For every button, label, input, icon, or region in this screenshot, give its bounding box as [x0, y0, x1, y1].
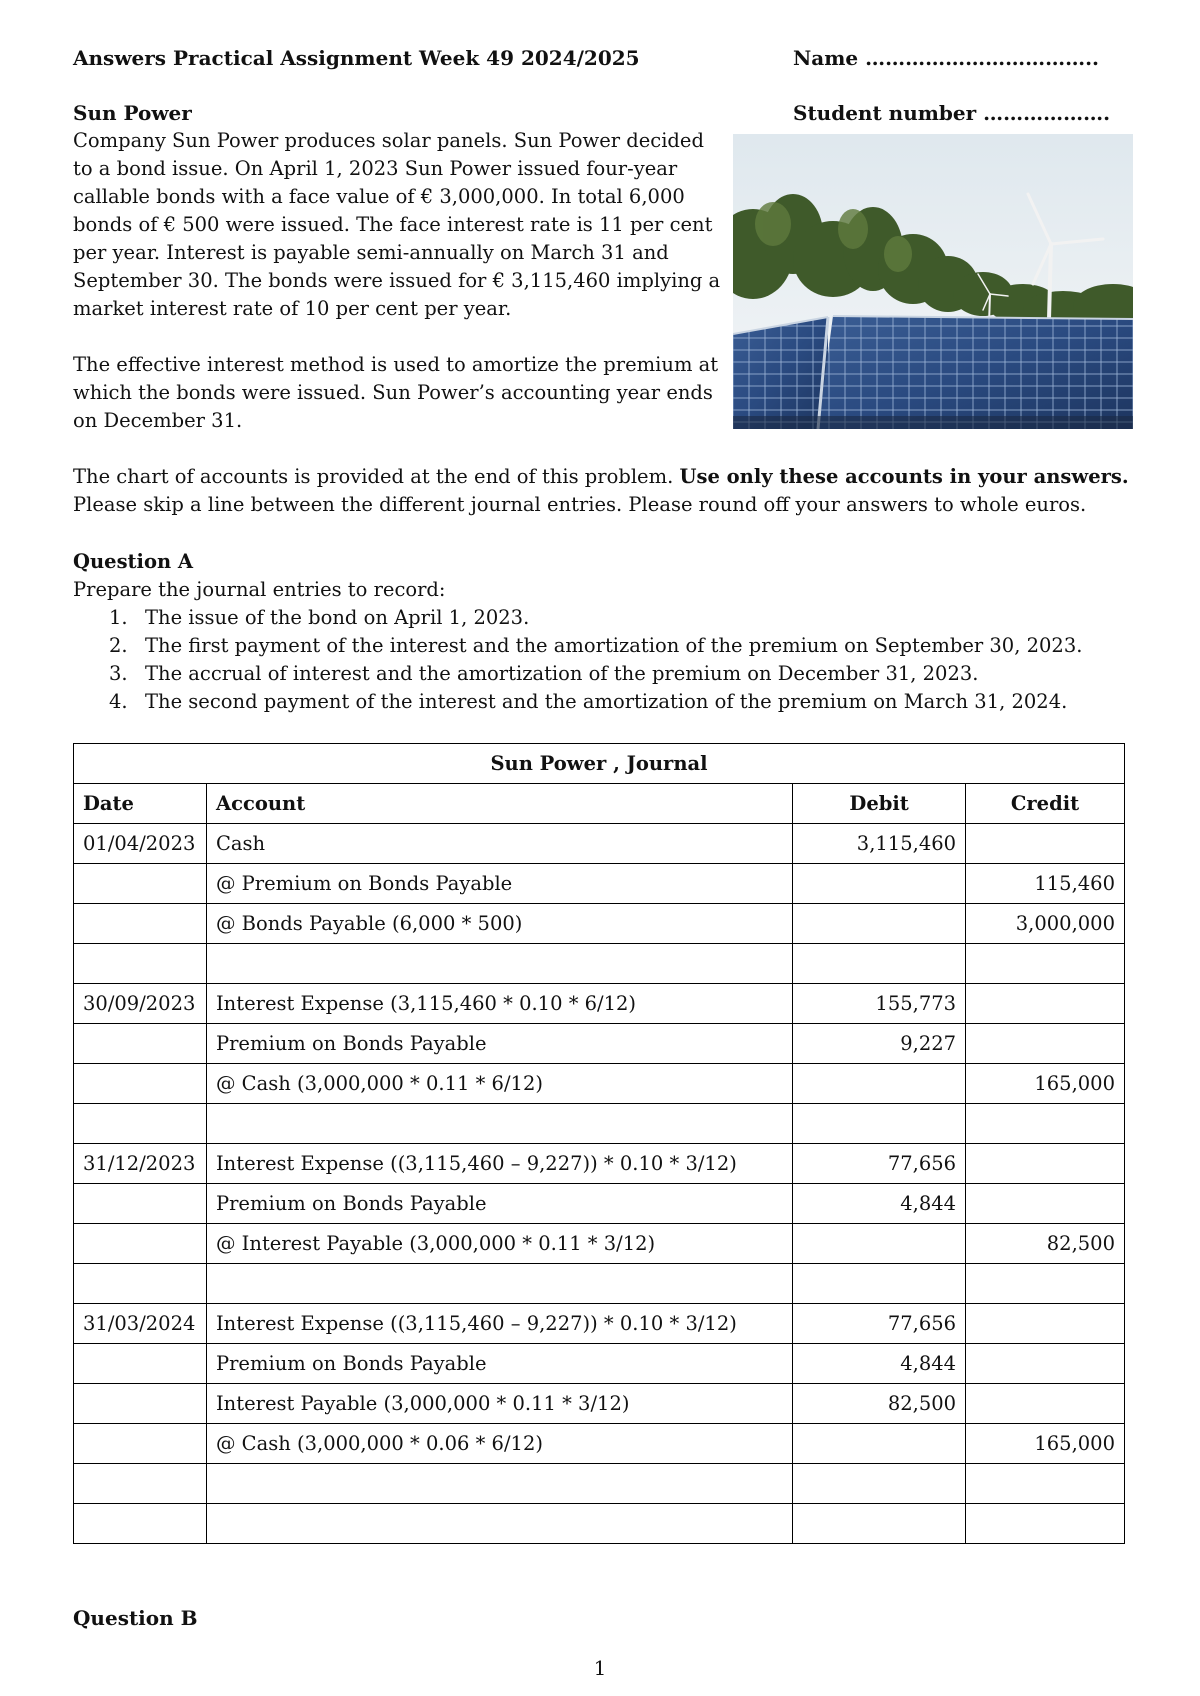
- list-item: [73, 660, 1082, 688]
- journal-cell-debit: [793, 1504, 966, 1544]
- column-header-debit: Debit: [793, 784, 966, 824]
- table-row: [74, 1344, 1125, 1384]
- table-row: [74, 944, 1125, 984]
- journal-cell-date: [74, 1424, 207, 1464]
- intro-paragraph-3-start: The chart of accounts is provided at the end of this problem.: [73, 465, 680, 488]
- journal-cell-debit: [793, 864, 966, 904]
- intro-paragraph-3-end: Please skip a line between the different journal entries. Please round off your answers to whole euros.: [73, 493, 1087, 516]
- journal-cell-debit: [793, 944, 966, 984]
- journal-cell-credit: 165,000: [966, 1064, 1125, 1104]
- journal-cell-account: @ Bonds Payable (6,000 * 500): [206, 904, 792, 944]
- journal-cell-credit: [966, 1144, 1125, 1184]
- table-row: [74, 984, 1125, 1024]
- journal-cell-date: [74, 1184, 207, 1224]
- journal-cell-debit: 9,227: [793, 1024, 966, 1064]
- question-a-heading: Question A: [73, 550, 194, 573]
- journal-cell-credit: [966, 1264, 1125, 1304]
- journal-cell-account: @ Premium on Bonds Payable: [206, 864, 792, 904]
- table-row: [74, 1024, 1125, 1064]
- journal-cell-date: 01/04/2023: [74, 824, 207, 864]
- solar-panels-image: [733, 134, 1133, 429]
- column-header-account: Account: [206, 784, 792, 824]
- journal-cell-date: [74, 944, 207, 984]
- company-heading: Sun Power: [73, 101, 192, 125]
- list-item-number: 1.: [109, 606, 128, 629]
- intro-paragraph-3-bold: Use only these accounts in your answers.: [679, 465, 1129, 488]
- journal-cell-account: [206, 1504, 792, 1544]
- journal-cell-debit: [793, 1424, 966, 1464]
- journal-cell-account: Interest Expense (3,115,460 * 0.10 * 6/12): [206, 984, 792, 1024]
- journal-cell-account: Premium on Bonds Payable: [206, 1344, 792, 1384]
- journal-cell-credit: [966, 1024, 1125, 1064]
- table-row: [74, 864, 1125, 904]
- journal-cell-account: [206, 1104, 792, 1144]
- journal-cell-account: Premium on Bonds Payable: [206, 1024, 792, 1064]
- journal-cell-credit: [966, 1504, 1125, 1544]
- table-row: [74, 1224, 1125, 1264]
- journal-body: [74, 824, 1125, 1544]
- journal-cell-account: Interest Payable (3,000,000 * 0.11 * 3/12): [206, 1384, 792, 1424]
- journal-cell-date: [74, 1064, 207, 1104]
- journal-cell-date: [74, 1504, 207, 1544]
- list-item-text: The issue of the bond on April 1, 2023.: [145, 606, 530, 629]
- table-row: [74, 1184, 1125, 1224]
- journal-cell-credit: 3,000,000: [966, 904, 1125, 944]
- journal-table: [73, 743, 1125, 1544]
- table-row: [74, 1104, 1125, 1144]
- journal-cell-account: Interest Expense ((3,115,460 – 9,227)) * 0.10 * 3/12): [206, 1144, 792, 1184]
- journal-cell-debit: [793, 1264, 966, 1304]
- journal-cell-credit: [966, 1184, 1125, 1224]
- journal-cell-account: [206, 1264, 792, 1304]
- journal-cell-date: [74, 864, 207, 904]
- journal-cell-credit: [966, 1464, 1125, 1504]
- journal-cell-debit: 82,500: [793, 1384, 966, 1424]
- journal-title: Sun Power , Journal: [74, 744, 1125, 784]
- table-row: [74, 1384, 1125, 1424]
- journal-cell-date: [74, 1104, 207, 1144]
- journal-cell-credit: [966, 1104, 1125, 1144]
- journal-cell-debit: 155,773: [793, 984, 966, 1024]
- journal-cell-debit: [793, 1224, 966, 1264]
- column-header-credit: Credit: [966, 784, 1125, 824]
- table-row: [74, 1424, 1125, 1464]
- journal-cell-debit: [793, 1464, 966, 1504]
- journal-cell-account: Premium on Bonds Payable: [206, 1184, 792, 1224]
- list-item: [73, 688, 1082, 716]
- journal-cell-debit: 77,656: [793, 1144, 966, 1184]
- table-row: [74, 1464, 1125, 1504]
- journal-cell-credit: [966, 1304, 1125, 1344]
- journal-cell-credit: 82,500: [966, 1224, 1125, 1264]
- journal-cell-credit: [966, 1344, 1125, 1384]
- table-row: [74, 904, 1125, 944]
- list-item-text: The first payment of the interest and the amortization of the premium on September 30, 2023.: [145, 634, 1083, 657]
- journal-cell-date: 31/12/2023: [74, 1144, 207, 1184]
- table-row: [74, 1264, 1125, 1304]
- name-field: Name ……………………………..: [793, 46, 1100, 70]
- list-item-text: The second payment of the interest and the amortization of the premium on March 31, 2024.: [145, 690, 1068, 713]
- list-item-number: 2.: [109, 634, 128, 657]
- intro-paragraph-1: Company Sun Power produces solar panels. Sun Power decided to a bond issue. On April 1, 2023 Sun Power issued four-year callable bonds with a face value of € 3,000,000. In total 6,000 bonds of € 500 were issued. The face interest rate is 11 per cent per year. Interest is payable semi-annually on March 31 and September 30. The bonds were issued for € 3,115,460 implying a market interest rate of 10 per cent per year.: [73, 129, 721, 320]
- journal-cell-debit: [793, 1064, 966, 1104]
- question-a-prompt: Prepare the journal entries to record:: [73, 578, 446, 601]
- list-item: [73, 632, 1082, 660]
- journal-cell-debit: 77,656: [793, 1304, 966, 1344]
- column-header-date: Date: [74, 784, 207, 824]
- journal-cell-date: [74, 904, 207, 944]
- question-a-list: [73, 604, 1082, 716]
- journal-cell-credit: 115,460: [966, 864, 1125, 904]
- journal-cell-date: [74, 1344, 207, 1384]
- journal-cell-date: [74, 1264, 207, 1304]
- journal-cell-date: [74, 1464, 207, 1504]
- list-item-number: 4.: [109, 690, 128, 713]
- table-row: [74, 1144, 1125, 1184]
- page-number: 1: [593, 1656, 607, 1680]
- journal-cell-account: Cash: [206, 824, 792, 864]
- journal-cell-date: [74, 1384, 207, 1424]
- table-row: [74, 1504, 1125, 1544]
- journal-cell-debit: 4,844: [793, 1344, 966, 1384]
- table-row: [74, 824, 1125, 864]
- table-row: [74, 1304, 1125, 1344]
- journal-cell-date: [74, 1024, 207, 1064]
- journal-cell-credit: [966, 824, 1125, 864]
- journal-cell-date: 31/03/2024: [74, 1304, 207, 1344]
- journal-cell-credit: 165,000: [966, 1424, 1125, 1464]
- journal-cell-account: @ Cash (3,000,000 * 0.06 * 6/12): [206, 1424, 792, 1464]
- journal-cell-debit: [793, 1104, 966, 1144]
- journal-cell-account: Interest Expense ((3,115,460 – 9,227)) * 0.10 * 3/12): [206, 1304, 792, 1344]
- table-row: [74, 1064, 1125, 1104]
- journal-cell-debit: [793, 904, 966, 944]
- journal-cell-credit: [966, 984, 1125, 1024]
- list-item-number: 3.: [109, 662, 128, 685]
- journal-cell-account: [206, 944, 792, 984]
- journal-cell-credit: [966, 1384, 1125, 1424]
- intro-paragraph-3: [73, 463, 1173, 519]
- student-number-field: Student number ……………….: [793, 101, 1111, 125]
- question-b-heading: Question B: [73, 1606, 198, 1630]
- journal-cell-debit: 4,844: [793, 1184, 966, 1224]
- journal-cell-date: [74, 1224, 207, 1264]
- list-item-text: The accrual of interest and the amortization of the premium on December 31, 2023.: [145, 662, 979, 685]
- journal-cell-date: 30/09/2023: [74, 984, 207, 1024]
- journal-cell-debit: 3,115,460: [793, 824, 966, 864]
- intro-paragraph-2: The effective interest method is used to amortize the premium at which the bonds were issued. Sun Power’s accounting year ends on December 31.: [73, 353, 719, 432]
- journal-cell-account: @ Cash (3,000,000 * 0.11 * 6/12): [206, 1064, 792, 1104]
- journal-cell-credit: [966, 944, 1125, 984]
- journal-cell-account: [206, 1464, 792, 1504]
- document-title: Answers Practical Assignment Week 49 2024/2025: [73, 46, 640, 70]
- journal-cell-account: @ Interest Payable (3,000,000 * 0.11 * 3/12): [206, 1224, 792, 1264]
- list-item: [73, 604, 1082, 632]
